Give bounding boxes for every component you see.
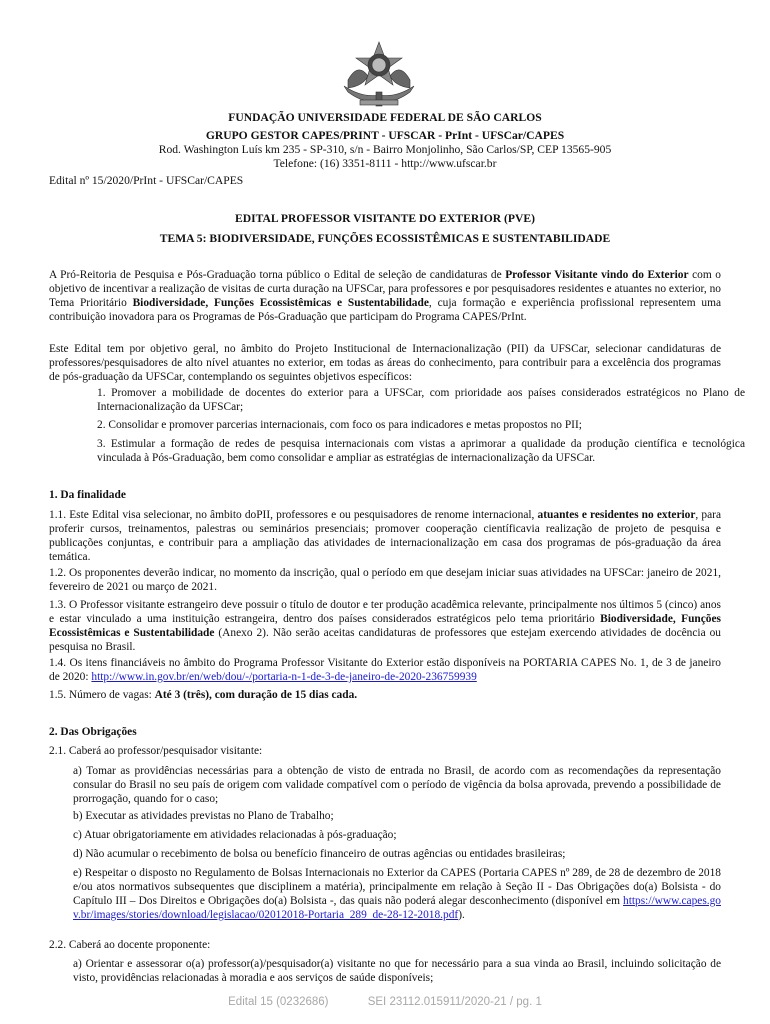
address: Rod. Washington Luís km 235 - SP-310, s/n - Bairro Monjolinho, São Carlos/SP, CEP 13565-905 (158, 143, 612, 156)
document-title: EDITAL PROFESSOR VISITANTE DO EXTERIOR (PVE) (235, 212, 535, 225)
obligation-b: b) Executar as atividades previstas no Plano de Trabalho; (73, 810, 334, 822)
footer-process-page: SEI 23112.015911/2020-21 / pg. 1 (367, 996, 542, 1008)
institution-name: FUNDAÇÃO UNIVERSIDADE FEDERAL DE SÃO CARLOS (228, 111, 542, 124)
objective-item-3: 3. Estimular a formação de redes de pesquisa internacionais com vistas a aprimorar a qualidade da produção científica e tecnológica vinculada à Pós-Graduação, bem como consolidar e ampliar as estratégias de internacionalização da UFSCar. (97, 438, 745, 464)
section-2-2: 2.2. Caberá ao docente proponente: (49, 939, 211, 951)
brazil-coat-of-arms-icon (338, 40, 420, 110)
section-1-heading: 1. Da finalidade (49, 489, 126, 501)
obligation-e: e) Respeitar o disposto no Regulamento de Bolsas Internacionais no Exterior da CAPES (Portaria CAPES nº 289, de 28 de dezembro de 2018 e/ou atos normativos subsequentes que disciplinem a matéria), principalmente em relação à Seção II - Das Obrigações do(a) Bolsista - do Capítulo III – Dos Direitos e Obrigações do(a) Bolsista -, das quais não poderá alegar desconhecimento (disponível em https://www.capes.gov.br/images/stories/download/legislacao/02012018-Portaria_289_de-28-12-2018.pdf). (73, 867, 721, 921)
objective-item-1: 1. Promover a mobilidade de docentes do exterior para a UFSCar, com prioridade aos países considerados estratégicos no Plano de Internacionalização da UFSCar; (97, 387, 745, 413)
phone: Telefone: (16) 3351-8111 - http://www.ufscar.br (273, 157, 497, 170)
section-1-3: 1.3. O Professor visitante estrangeiro deve possuir o título de doutor e ter produção acadêmica relevante, principalmente nos últimos 5 (cinco) anos e estar vinculado a uma instituição estrangeira, dentro dos países considerados estratégicos pelo tema prioritário Biodiversidade, Funções Ecossistêmicas e Sustentabilidade (Anexo 2). Não serão aceitas candidaturas de professores que estejam exercendo atividades de docência ou pesquisa no Brasil. (49, 599, 721, 653)
objective-item-2: 2. Consolidar e promover parcerias internacionais, com foco os para indicadores e metas propostos no PII; (97, 419, 582, 431)
section-1-4: 1.4. Os itens financiáveis no âmbito do Programa Professor Visitante do Exterior estão disponíveis na PORTARIA CAPES No. 1, de 3 de janeiro de 2020: http://www.in.gov.br/en/web/dou/-/portaria-n-1-de-3-de-janeiro-de-2020-236759939 (49, 657, 721, 683)
group-name: GRUPO GESTOR CAPES/PRINT - UFSCAR - PrInt - UFSCar/CAPES (205, 129, 565, 142)
obligation-d: d) Não acumular o recebimento de bolsa ou benefício financeiro de outras agências ou entidades brasileiras; (73, 848, 566, 860)
section-1-5: 1.5. Número de vagas: Até 3 (três), com duração de 15 dias cada. (49, 689, 358, 701)
footer-document-id: Edital 15 (0232686) (228, 996, 329, 1008)
section-2-heading: 2. Das Obrigações (49, 726, 137, 738)
edital-number: Edital nº 15/2020/PrInt - UFSCar/CAPES (49, 174, 244, 187)
obligation-a: a) Tomar as providências necessárias para a obtenção de visto de entrada no Brasil, de acordo com as recomendações da representação consular do Brasil no seu país de origem com validade compatível com o período de vigência da bolsa aprovada, prevendo a possibilidade de prorrogação, quando for o caso; (73, 765, 721, 805)
portaria-capes-link[interactable]: http://www.in.gov.br/en/web/dou/-/portaria-n-1-de-3-de-janeiro-de-2020-236759939 (91, 671, 477, 683)
intro-paragraph: A Pró-Reitoria de Pesquisa e Pós-Graduação torna público o Edital de seleção de candidaturas de Professor Visitante vindo do Exterior com o objetivo de incentivar a realização de visitas de curta duração na UFSCar, para professores e por pesquisadores residentes e atuantes no exterior, no Tema Prioritário Biodiversidade, Funções Ecossistêmicas e Sustentabilidade, cuja formação e experiência profissional representem uma contribuição inovadora para os Programas de Pós-Graduação que participam do Programa CAPES/PrInt. (49, 269, 721, 323)
document-subtitle: TEMA 5: BIODIVERSIDADE, FUNÇÕES ECOSSISTÊMICAS E SUSTENTABILIDADE (159, 232, 611, 245)
capes-regulation-link[interactable]: https://www.capes.gov.br/images/stories/download/legislacao/02012018-Portaria_289_de-28-12-2018.pdf (73, 895, 721, 921)
section-1-2: 1.2. Os proponentes deverão indicar, no momento da inscrição, qual o período em que desejam iniciar suas atividades na UFSCar: janeiro de 2021, fevereiro de 2021 ou março de 2021. (49, 567, 721, 593)
section-2-1: 2.1. Caberá ao professor/pesquisador visitante: (49, 745, 263, 757)
section-1-1: 1.1. Este Edital visa selecionar, no âmbito doPII, professores e ou pesquisadores de renome internacional, atuantes e residentes no exterior, para proferir cursos, treinamentos, palestras ou seminários presenciais; promover cooperação científicavia realização de projeto de pesquisa e publicações conjuntas, e contribuir para a ampliação das atividades de internacionalização em casa dos programas de pós-graduação da área temática. (49, 509, 722, 563)
obligation-c: c) Atuar obrigatoriamente em atividades relacionadas à pós-graduação; (73, 829, 397, 841)
obligation-2-2-a: a) Orientar e assessorar o(a) professor(a)/pesquisador(a) visitante no que for necessário para a sua vinda ao Brasil, incluindo solicitação de visto, providências relacionadas à moradia e aos serviços de saúde disponíveis; (73, 958, 721, 984)
objective-paragraph: Este Edital tem por objetivo geral, no âmbito do Projeto Institucional de Internacionalização (PII) da UFSCar, selecionar candidaturas de professores/pesquisadores de alto nível atuantes no exterior, em todas as áreas do conhecimento, para contribuir para a excelência dos programas de pós-graduação da UFSCar, contemplando os seguintes objetivos específicos: (49, 343, 721, 383)
page-footer (0, 996, 770, 1008)
